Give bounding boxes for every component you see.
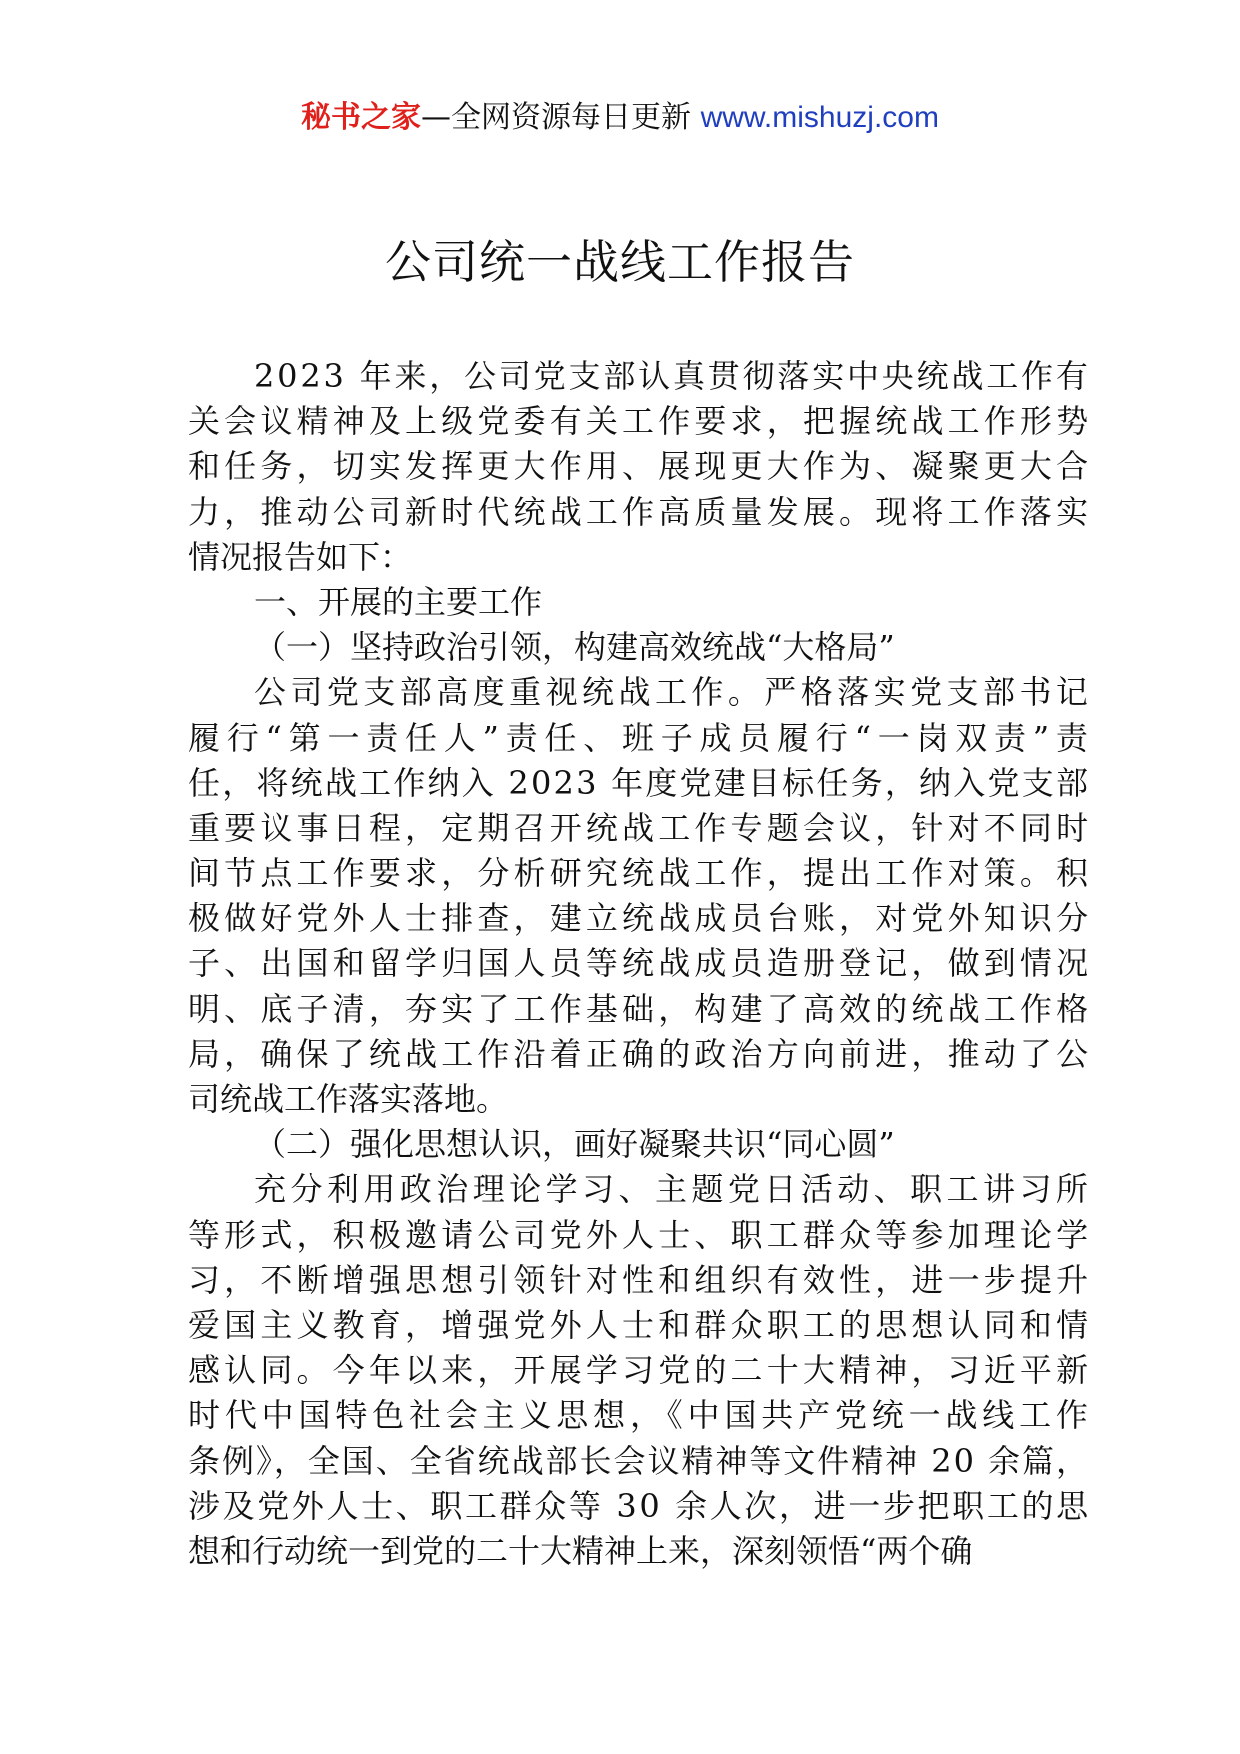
body-line: 充分利用政治理论学习、主题党日活动、职工讲习所	[254, 1170, 1093, 1209]
body-line: 重要议事日程，定期召开统战工作专题会议，针对不同时	[188, 808, 1093, 847]
body-line: 感认同。今年以来，开展学习党的二十大精神，习近平新	[188, 1351, 1093, 1390]
body-line: 条例》，全国、全省统战部长会议精神等文件精神 20 余篇，	[188, 1441, 1090, 1480]
subsection-heading: （一）坚持政治引领，构建高效统战“大格局”	[254, 628, 895, 667]
body-line: 习，不断增强思想引领针对性和组织有效性，进一步提升	[188, 1260, 1093, 1299]
body-line: 时代中国特色社会主义思想，《中国共产党统一战线工作	[188, 1396, 1093, 1435]
body-line: 涉及党外人士、职工群众等 30 余人次，进一步把职工的思	[188, 1486, 1091, 1525]
body-line: 关会议精神及上级党委有关工作要求，把握统战工作形势	[188, 402, 1093, 441]
body-line: 极做好党外人士排查，建立统战成员台账，对党外知识分	[188, 899, 1093, 938]
site-brand: 秘书之家	[301, 100, 422, 135]
body-line: 想和行动统一到党的二十大精神上来，深刻领悟“两个确	[188, 1531, 973, 1570]
body-line: 间节点工作要求，分析研究统战工作，提出工作对策。积	[188, 854, 1093, 893]
body-line: 情况报告如下：	[188, 537, 413, 576]
body-line: 爱国主义教育，增强党外人士和群众职工的思想认同和情	[188, 1305, 1093, 1344]
body-line: 和任务，切实发挥更大作用、展现更大作为、凝聚更大合	[188, 447, 1093, 486]
body-line: 局，确保了统战工作沿着正确的政治方向前进，推动了公	[188, 1034, 1093, 1073]
site-url-link[interactable]: www.mishuzj.com	[700, 101, 939, 134]
body-line: 子、出国和留学归国人员等统战成员造册登记，做到情况	[188, 944, 1093, 983]
document-body	[188, 354, 1095, 1574]
body-line: 力，推动公司新时代统战工作高质量发展。现将工作落实	[188, 492, 1093, 531]
site-header	[0, 98, 1240, 138]
body-line: 履行“第一责任人”责任、班子成员履行“一岗双责”责	[188, 718, 1095, 757]
site-slogan: —全网资源每日更新	[421, 100, 701, 135]
subsection-heading: （二）强化思想认识，画好凝聚共识“同心圆”	[254, 1125, 895, 1164]
body-line: 明、底子清，夯实了工作基础，构建了高效的统战工作格	[188, 989, 1093, 1028]
body-line: 任，将统战工作纳入 2023 年度党建目标任务，纳入党支部	[188, 763, 1091, 802]
section-heading: 一、开展的主要工作	[254, 582, 543, 621]
document-title: 公司统一战线工作报告	[385, 235, 855, 289]
body-line: 2023 年来，公司党支部认真贯彻落实中央统战工作有	[254, 357, 1091, 395]
body-line: 等形式，积极邀请公司党外人士、职工群众等参加理论学	[188, 1215, 1093, 1254]
body-line: 公司党支部高度重视统战工作。严格落实党支部书记	[254, 673, 1093, 712]
body-line: 司统战工作落实落地。	[188, 1080, 509, 1118]
